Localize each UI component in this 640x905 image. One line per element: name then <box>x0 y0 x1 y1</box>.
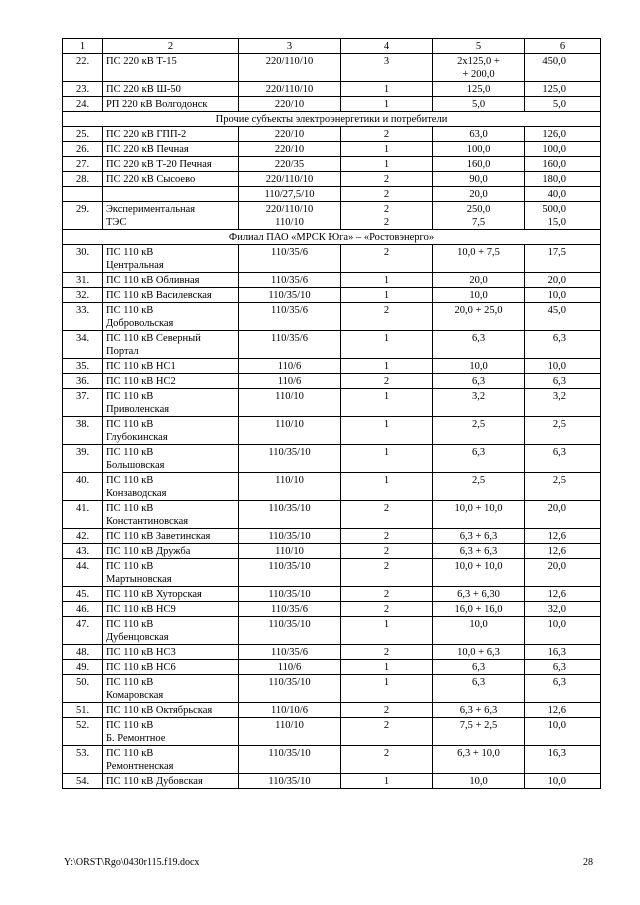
table-row <box>63 303 601 331</box>
row-number-cell: 34. <box>63 331 103 359</box>
total-capacity-cell: 10,0 <box>525 718 601 746</box>
substation-name-cell: ПС 110 кВ Заветинская <box>103 529 239 544</box>
substation-name-line: ПС 110 кВ <box>106 391 154 402</box>
substation-name-cell: ПС 110 кВ Обливная <box>103 273 239 288</box>
substation-name-line: Константиновская <box>106 516 189 527</box>
voltage-cell: 110/35/10 <box>239 587 341 602</box>
substation-name-line: ПС 110 кВ <box>106 475 154 486</box>
voltage-cell: 220/110/10 <box>239 172 341 187</box>
substation-name-line: Комаровская <box>106 690 164 701</box>
substation-name-line: ПС 110 кВ <box>106 305 154 316</box>
transformer-capacity-cell: 6,3 <box>433 331 525 359</box>
voltage-line: 220/110/10 <box>265 204 314 215</box>
total-capacity-cell: 12,6 <box>525 703 601 718</box>
substation-name-cell <box>103 389 239 417</box>
table-row <box>63 703 601 718</box>
substation-name-line: ПС 110 кВ <box>106 748 154 759</box>
transformer-count-cell: 2 <box>341 645 433 660</box>
transformer-count-cell: 2 <box>341 559 433 587</box>
transformer-capacity-line: 2х125,0 + <box>457 56 500 67</box>
transformer-capacity-cell: 100,0 <box>433 142 525 157</box>
transformer-count-cell: 1 <box>341 157 433 172</box>
row-number-cell: 45. <box>63 587 103 602</box>
table-body <box>63 39 601 789</box>
header-cell-4: 4 <box>341 39 433 54</box>
substation-name-cell: ПС 110 кВ Дубовская <box>103 774 239 789</box>
transformer-capacity-line: 250,0 <box>466 204 491 215</box>
table-row <box>63 172 601 187</box>
table-row <box>63 587 601 602</box>
transformer-count-cell: 1 <box>341 774 433 789</box>
row-number-cell: 46. <box>63 602 103 617</box>
transformer-capacity-cell: 20,0 + 25,0 <box>433 303 525 331</box>
total-capacity-cell: 20,0 <box>525 501 601 529</box>
substation-name-cell: ПС 110 кВ НС2 <box>103 374 239 389</box>
total-capacity-cell: 6,3 <box>525 660 601 675</box>
total-capacity-cell: 5,0 <box>525 97 601 112</box>
table-row <box>63 54 601 82</box>
transformer-count-cell: 2 <box>341 544 433 559</box>
table-row <box>63 559 601 587</box>
table-row <box>63 187 601 202</box>
voltage-cell: 110/6 <box>239 374 341 389</box>
total-capacity-line: 15,0 <box>547 217 566 228</box>
voltage-cell: 110/10 <box>239 718 341 746</box>
section-row <box>63 112 601 127</box>
transformer-capacity-cell: 5,0 <box>433 97 525 112</box>
total-capacity-cell: 100,0 <box>525 142 601 157</box>
voltage-line: 110/10 <box>275 217 304 228</box>
transformer-count-cell: 2 <box>341 703 433 718</box>
substation-name-line: Конзаводская <box>106 488 167 499</box>
transformer-count-cell: 1 <box>341 359 433 374</box>
row-number-cell: 43. <box>63 544 103 559</box>
voltage-cell: 220/35 <box>239 157 341 172</box>
total-capacity-cell: 40,0 <box>525 187 601 202</box>
transformer-capacity-cell: 2,5 <box>433 473 525 501</box>
total-capacity-cell: 20,0 <box>525 559 601 587</box>
voltage-cell: 110/35/6 <box>239 645 341 660</box>
substation-name-cell: ПС 110 кВ НС3 <box>103 645 239 660</box>
transformer-count-cell: 2 <box>341 501 433 529</box>
section-title: Прочие субъекты электроэнергетики и потребители <box>63 112 601 127</box>
substation-name-line: Центральная <box>106 260 164 271</box>
substation-name-cell: ПС 220 кВ Т-20 Печная <box>103 157 239 172</box>
row-number-cell: 48. <box>63 645 103 660</box>
section-row <box>63 230 601 245</box>
table-row <box>63 374 601 389</box>
substation-name-cell <box>103 473 239 501</box>
total-capacity-cell: 10,0 <box>525 617 601 645</box>
substation-name-cell: ПС 110 кВ Дружба <box>103 544 239 559</box>
total-capacity-cell: 3,2 <box>525 389 601 417</box>
table-row <box>63 645 601 660</box>
transformer-count-line: 2 <box>383 217 390 228</box>
row-number-cell: 27. <box>63 157 103 172</box>
voltage-cell: 220/10 <box>239 97 341 112</box>
substation-name-line: Экспериментальная <box>106 204 196 215</box>
transformer-capacity-cell: 125,0 <box>433 82 525 97</box>
transformer-capacity-cell: 6,3 + 6,3 <box>433 703 525 718</box>
transformer-capacity-cell: 6,3 + 6,3 <box>433 544 525 559</box>
transformer-capacity-line: 7,5 <box>471 217 486 228</box>
substation-name-line: ПС 110 кВ <box>106 561 154 572</box>
row-number-cell: 33. <box>63 303 103 331</box>
total-capacity-cell: 2,5 <box>525 473 601 501</box>
transformer-count-cell: 2 <box>341 529 433 544</box>
header-cell-6: 6 <box>525 39 601 54</box>
substation-table <box>62 38 601 789</box>
voltage-cell: 110/10 <box>239 389 341 417</box>
substation-name-cell: ПС 220 кВ Ш-50 <box>103 82 239 97</box>
substation-name-cell <box>103 675 239 703</box>
table-row <box>63 389 601 417</box>
row-number-cell: 28. <box>63 172 103 187</box>
voltage-cell: 110/35/6 <box>239 331 341 359</box>
transformer-count-cell: 1 <box>341 97 433 112</box>
substation-name-line: ПС 110 кВ <box>106 619 154 630</box>
total-capacity-cell: 16,3 <box>525 645 601 660</box>
voltage-cell: 220/10 <box>239 142 341 157</box>
transformer-capacity-cell: 20,0 <box>433 273 525 288</box>
header-cell-2: 2 <box>103 39 239 54</box>
transformer-count-cell: 1 <box>341 288 433 303</box>
row-number-cell: 47. <box>63 617 103 645</box>
substation-name-line: Б. Ремонтное <box>106 733 166 744</box>
total-capacity-cell: 126,0 <box>525 127 601 142</box>
voltage-cell: 110/27,5/10 <box>239 187 341 202</box>
table-row <box>63 445 601 473</box>
transformer-capacity-cell: 7,5 + 2,5 <box>433 718 525 746</box>
substation-name-cell: ПС 220 кВ Сысоево <box>103 172 239 187</box>
table-row <box>63 127 601 142</box>
substation-name-cell <box>103 303 239 331</box>
substation-name-cell <box>103 617 239 645</box>
transformer-count-cell: 2 <box>341 587 433 602</box>
transformer-capacity-cell: 6,3 <box>433 660 525 675</box>
substation-name-line: ПС 110 кВ Северный <box>106 333 201 344</box>
transformer-capacity-cell: 90,0 <box>433 172 525 187</box>
voltage-cell: 110/35/6 <box>239 245 341 273</box>
total-capacity-cell: 180,0 <box>525 172 601 187</box>
header-cell-1: 1 <box>63 39 103 54</box>
row-number-cell: 53. <box>63 746 103 774</box>
row-number-cell: 41. <box>63 501 103 529</box>
total-capacity-cell: 10,0 <box>525 288 601 303</box>
transformer-capacity-cell: 10,0 <box>433 359 525 374</box>
row-number-cell: 42. <box>63 529 103 544</box>
transformer-count-cell: 1 <box>341 617 433 645</box>
row-number-cell: 35. <box>63 359 103 374</box>
voltage-cell: 110/35/6 <box>239 303 341 331</box>
substation-name-line: ПС 110 кВ <box>106 503 154 514</box>
substation-name-cell: ПС 110 кВ Хуторская <box>103 587 239 602</box>
total-capacity-cell: 2,5 <box>525 417 601 445</box>
transformer-count-cell: 1 <box>341 445 433 473</box>
page-number: 28 <box>583 857 593 868</box>
transformer-count-cell: 1 <box>341 675 433 703</box>
transformer-capacity-cell: 10,0 <box>433 617 525 645</box>
row-number-cell: 38. <box>63 417 103 445</box>
transformer-capacity-cell: 20,0 <box>433 187 525 202</box>
table-row <box>63 273 601 288</box>
voltage-cell: 110/6 <box>239 660 341 675</box>
substation-name-line: Приволенская <box>106 404 170 415</box>
substation-name-cell <box>103 417 239 445</box>
transformer-count-cell: 1 <box>341 660 433 675</box>
substation-name-cell <box>103 445 239 473</box>
substation-name-cell: ПС 110 кВ НС1 <box>103 359 239 374</box>
table-row <box>63 602 601 617</box>
transformer-capacity-cell: 6,3 <box>433 675 525 703</box>
voltage-cell: 110/35/6 <box>239 602 341 617</box>
substation-name-cell: РП 220 кВ Волгодонск <box>103 97 239 112</box>
table-row <box>63 774 601 789</box>
row-number-cell: 24. <box>63 97 103 112</box>
voltage-cell: 220/110/10 <box>239 54 341 82</box>
substation-name-line: ПС 110 кВ <box>106 419 154 430</box>
transformer-capacity-cell: 160,0 <box>433 157 525 172</box>
row-number-cell: 22. <box>63 54 103 82</box>
transformer-count-cell: 1 <box>341 82 433 97</box>
substation-name-cell <box>103 202 239 230</box>
transformer-count-cell: 1 <box>341 142 433 157</box>
substation-name-line: ПС 110 кВ <box>106 677 154 688</box>
transformer-count-cell: 2 <box>341 127 433 142</box>
total-capacity-cell: 16,3 <box>525 746 601 774</box>
voltage-cell: 220/110/10 <box>239 82 341 97</box>
header-cell-3: 3 <box>239 39 341 54</box>
substation-name-cell <box>103 501 239 529</box>
row-number-cell: 37. <box>63 389 103 417</box>
substation-name-cell: ПС 220 кВ Т-15 <box>103 54 239 82</box>
transformer-capacity-cell: 10,0 <box>433 288 525 303</box>
total-capacity-cell: 10,0 <box>525 774 601 789</box>
transformer-capacity-cell: 63,0 <box>433 127 525 142</box>
row-number-cell: 36. <box>63 374 103 389</box>
transformer-count-cell: 2 <box>341 172 433 187</box>
section-title: Филиал ПАО «МРСК Юга» – «Ростовэнерго» <box>63 230 601 245</box>
transformer-capacity-cell: 2,5 <box>433 417 525 445</box>
row-number-cell <box>63 187 103 202</box>
voltage-cell: 110/35/10 <box>239 501 341 529</box>
transformer-count-cell: 2 <box>341 187 433 202</box>
substation-name-line: Глубокинская <box>106 432 168 443</box>
transformer-capacity-cell: 6,3 <box>433 445 525 473</box>
transformer-capacity-line: + 200,0 <box>462 69 495 80</box>
transformer-capacity-cell: 6,3 + 10,0 <box>433 746 525 774</box>
transformer-count-cell: 1 <box>341 473 433 501</box>
table-row <box>63 97 601 112</box>
substation-name-cell <box>103 746 239 774</box>
substation-name-cell: ПС 110 кВ НС6 <box>103 660 239 675</box>
table-row <box>63 473 601 501</box>
total-capacity-line: 500,0 <box>542 204 566 215</box>
voltage-cell <box>239 202 341 230</box>
substation-name-cell <box>103 245 239 273</box>
voltage-cell: 110/35/10 <box>239 529 341 544</box>
voltage-cell: 110/35/6 <box>239 273 341 288</box>
voltage-cell: 110/35/10 <box>239 559 341 587</box>
substation-name-line: Добровольская <box>106 318 174 329</box>
table-row <box>63 202 601 230</box>
table-row <box>63 529 601 544</box>
table-row <box>63 417 601 445</box>
table-row <box>63 617 601 645</box>
transformer-count-cell <box>341 202 433 230</box>
transformer-count-cell: 2 <box>341 746 433 774</box>
table-row <box>63 501 601 529</box>
row-number-cell: 40. <box>63 473 103 501</box>
substation-name-line: ПС 110 кВ <box>106 447 154 458</box>
transformer-capacity-cell: 10,0 + 7,5 <box>433 245 525 273</box>
transformer-capacity-cell: 6,3 + 6,3 <box>433 529 525 544</box>
transformer-count-cell: 2 <box>341 374 433 389</box>
table-row <box>63 157 601 172</box>
total-capacity-cell: 450,0 <box>525 54 601 82</box>
transformer-count-cell: 1 <box>341 331 433 359</box>
transformer-count-line: 2 <box>383 204 390 215</box>
table-row <box>63 675 601 703</box>
total-capacity-cell: 10,0 <box>525 359 601 374</box>
substation-name-cell <box>103 559 239 587</box>
transformer-capacity-cell: 16,0 + 16,0 <box>433 602 525 617</box>
table-row <box>63 82 601 97</box>
voltage-cell: 110/10 <box>239 473 341 501</box>
voltage-cell: 110/35/10 <box>239 617 341 645</box>
substation-name-cell: ПС 110 кВ НС9 <box>103 602 239 617</box>
transformer-capacity-cell: 10,0 + 10,0 <box>433 559 525 587</box>
table-row <box>63 245 601 273</box>
row-number-cell: 29. <box>63 202 103 230</box>
row-number-cell: 39. <box>63 445 103 473</box>
row-number-cell: 26. <box>63 142 103 157</box>
transformer-capacity-cell <box>433 202 525 230</box>
transformer-capacity-cell: 10,0 <box>433 774 525 789</box>
substation-name-cell <box>103 187 239 202</box>
voltage-cell: 110/35/10 <box>239 774 341 789</box>
transformer-capacity-cell: 10,0 + 6,3 <box>433 645 525 660</box>
substation-name-line: ПС 110 кВ <box>106 720 154 731</box>
transformer-count-cell: 2 <box>341 718 433 746</box>
substation-name-cell: ПС 110 кВ Василевская <box>103 288 239 303</box>
substation-name-cell <box>103 331 239 359</box>
table-row <box>63 746 601 774</box>
total-capacity-cell: 125,0 <box>525 82 601 97</box>
substation-name-line: Большовская <box>106 460 165 471</box>
total-capacity-cell: 6,3 <box>525 331 601 359</box>
transformer-capacity-cell: 10,0 + 10,0 <box>433 501 525 529</box>
row-number-cell: 30. <box>63 245 103 273</box>
total-capacity-cell: 20,0 <box>525 273 601 288</box>
row-number-cell: 50. <box>63 675 103 703</box>
total-capacity-cell: 6,3 <box>525 445 601 473</box>
row-number-cell: 32. <box>63 288 103 303</box>
row-number-cell: 23. <box>63 82 103 97</box>
voltage-cell: 110/10/6 <box>239 703 341 718</box>
table-row <box>63 718 601 746</box>
transformer-count-cell: 2 <box>341 602 433 617</box>
table-row <box>63 660 601 675</box>
substation-name-cell: ПС 220 кВ ГПП-2 <box>103 127 239 142</box>
substation-name-line: ПС 110 кВ <box>106 247 154 258</box>
row-number-cell: 52. <box>63 718 103 746</box>
total-capacity-cell: 160,0 <box>525 157 601 172</box>
substation-name-line: Портал <box>106 346 139 357</box>
transformer-capacity-cell: 3,2 <box>433 389 525 417</box>
transformer-capacity-cell <box>433 54 525 82</box>
transformer-count-cell: 1 <box>341 389 433 417</box>
table-row <box>63 142 601 157</box>
transformer-count-cell: 3 <box>341 54 433 82</box>
substation-name-line: Ремонтненская <box>106 761 174 772</box>
table-row <box>63 288 601 303</box>
voltage-cell: 110/35/10 <box>239 675 341 703</box>
footer-file-path: Y:\ORST\Rgo\0430r115.f19.docx <box>64 857 200 868</box>
table-row <box>63 359 601 374</box>
substation-name-line: Дубенцовская <box>106 632 169 643</box>
row-number-cell: 54. <box>63 774 103 789</box>
voltage-cell: 110/35/10 <box>239 746 341 774</box>
transformer-count-cell: 2 <box>341 303 433 331</box>
total-capacity-cell: 6,3 <box>525 374 601 389</box>
transformer-count-cell: 2 <box>341 245 433 273</box>
transformer-capacity-cell: 6,3 + 6,30 <box>433 587 525 602</box>
total-capacity-cell: 12,6 <box>525 529 601 544</box>
total-capacity-cell: 6,3 <box>525 675 601 703</box>
substation-name-cell: ПС 110 кВ Октябрьская <box>103 703 239 718</box>
substation-name-cell: ПС 220 кВ Печная <box>103 142 239 157</box>
total-capacity-cell: 12,6 <box>525 544 601 559</box>
substation-name-line: ТЭС <box>106 217 127 228</box>
substation-name-cell <box>103 718 239 746</box>
row-number-cell: 49. <box>63 660 103 675</box>
row-number-cell: 44. <box>63 559 103 587</box>
voltage-cell: 110/10 <box>239 417 341 445</box>
header-cell-5: 5 <box>433 39 525 54</box>
total-capacity-cell: 12,6 <box>525 587 601 602</box>
total-capacity-cell: 32,0 <box>525 602 601 617</box>
transformer-capacity-cell: 6,3 <box>433 374 525 389</box>
total-capacity-cell <box>525 202 601 230</box>
total-capacity-cell: 17,5 <box>525 245 601 273</box>
row-number-cell: 51. <box>63 703 103 718</box>
transformer-count-cell: 1 <box>341 417 433 445</box>
total-capacity-cell: 45,0 <box>525 303 601 331</box>
row-number-cell: 31. <box>63 273 103 288</box>
table-row <box>63 544 601 559</box>
voltage-cell: 220/10 <box>239 127 341 142</box>
voltage-cell: 110/10 <box>239 544 341 559</box>
voltage-cell: 110/35/10 <box>239 445 341 473</box>
voltage-cell: 110/6 <box>239 359 341 374</box>
table-row <box>63 331 601 359</box>
substation-name-line: Мартыновская <box>106 574 172 585</box>
voltage-cell: 110/35/10 <box>239 288 341 303</box>
transformer-count-cell: 1 <box>341 273 433 288</box>
row-number-cell: 25. <box>63 127 103 142</box>
table-header-row <box>63 39 601 54</box>
